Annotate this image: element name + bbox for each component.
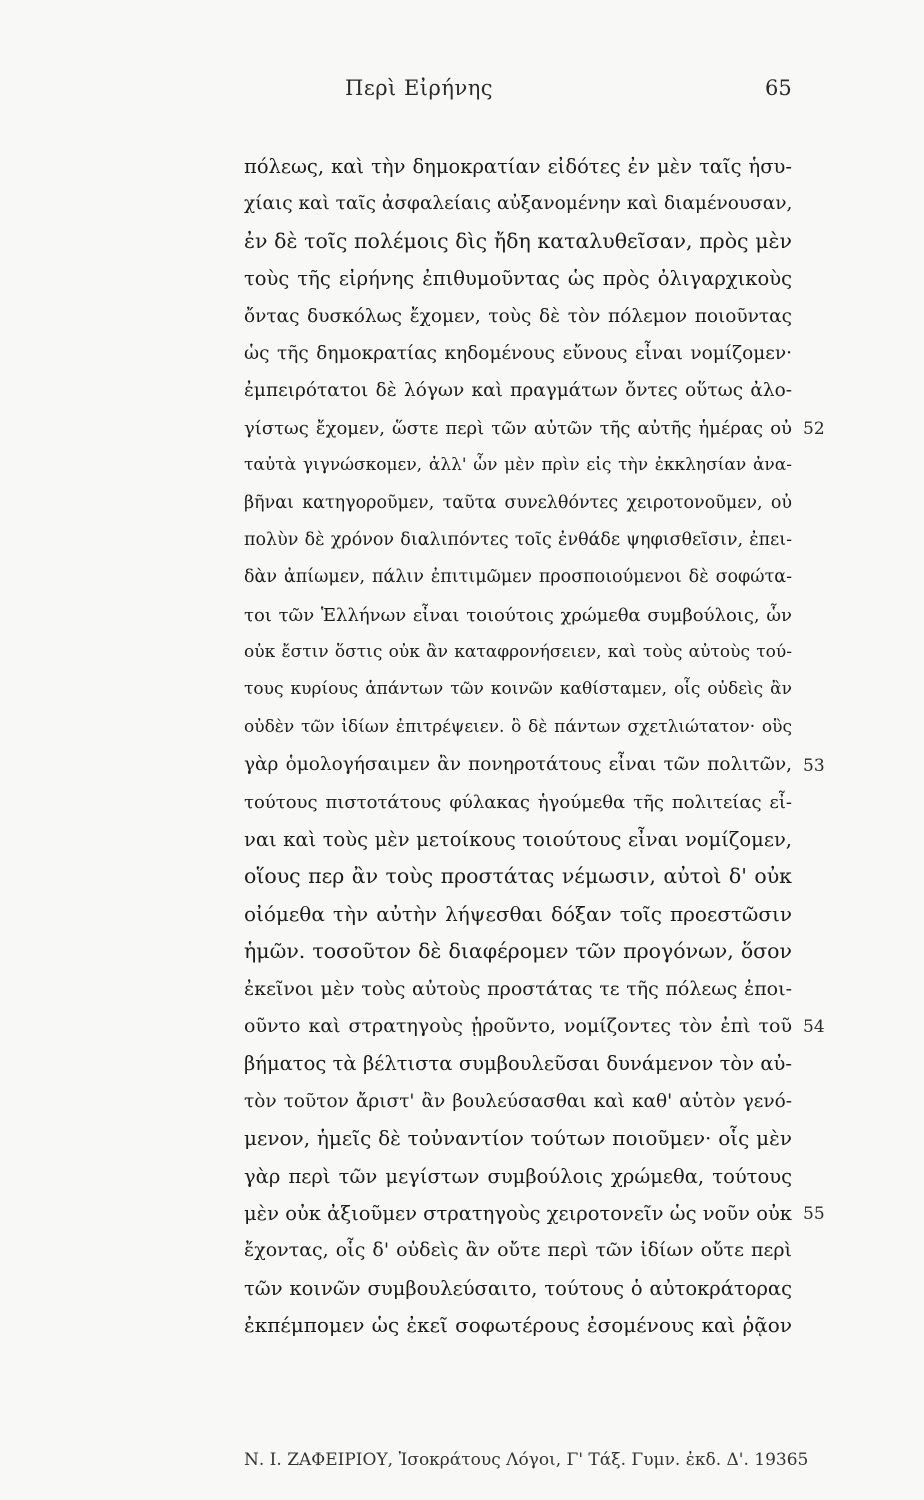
text-line: οῦντο καὶ στρατηγοὺς ᾑροῦντο, νομίζοντες τὸν ἐπὶ τοῦ	[244, 1014, 792, 1037]
text-line: μενον, ἡμεῖς δὲ τοὐναντίον τούτων ποιοῦμεν· οἷς μὲν	[244, 1126, 792, 1151]
page-number: 65	[765, 76, 792, 100]
body-text	[244, 148, 792, 1345]
section-number-53: 53	[803, 756, 825, 776]
section-number-54: 54	[803, 1017, 825, 1037]
text-line: γὰρ περὶ τῶν μεγίστων συμβούλοις χρώμεθα, τούτους	[244, 1164, 792, 1188]
text-line: οἰόμεθα τὴν αὐτὴν λήψεσθαι δόξαν τοῖς προεστῶσιν	[244, 901, 792, 926]
footer-citation: Ν. Ι. ΖΑΦΕΙΡΙΟΥ, Ἰσοκράτους Λόγοι, Γ' Τάξ. Γυμν. ἐκδ. Δ'. 1936	[244, 1450, 798, 1470]
text-line: ὡς τῆς δημοκρατίας κηδομένους εὔνους εἶναι νομίζομεν·	[244, 342, 792, 364]
text-line: ἔχοντας, οἷς δ' οὐδεὶς ἂν οὔτε περὶ τῶν ἰδίων οὔτε περὶ	[244, 1239, 792, 1262]
text-line: γίστως ἔχομεν, ὥστε περὶ τῶν αὐτῶν τῆς αὐτῆς ἡμέρας οὐ	[244, 417, 792, 439]
text-line: ἐκεῖνοι μὲν τοὺς αὐτοὺς προστάτας τε τῆς πόλεως ἐποι-	[244, 977, 792, 1000]
text-line: τοι τῶν Ἑλλήνων εἶναι τοιούτοις χρώμεθα συμβούλοις, ὧν	[244, 604, 792, 626]
text-line: τους κυρίους ἁπάντων τῶν κοινῶν καθίσταμεν, οἷς οὐδεὶς ἂν	[244, 679, 792, 700]
text-line: τοὺς τῆς εἰρήνης ἐπιθυμοῦντας ὡς πρὸς ὀλιγαρχικοὺς	[244, 267, 792, 291]
text-line: ἐμπειρότατοι δὲ λόγων καὶ πραγμάτων ὄντες οὕτως ἀλο-	[244, 380, 792, 402]
text-line: ἡμῶν. τοσοῦτον δὲ διαφέρομεν τῶν προγόνων, ὅσον	[244, 939, 792, 964]
footer-signature-mark: 5	[797, 1450, 809, 1470]
section-number-55: 55	[803, 1204, 825, 1224]
text-line: γὰρ ὁμολογήσαιμεν ἂν πονηροτάτους εἶναι τῶν πολιτῶν,	[244, 754, 792, 776]
text-line: τὸν τοῦτον ἄριστ' ἂν βουλεύσασθαι καὶ καθ' αὑτὸν γενό-	[244, 1090, 792, 1112]
text-line: πολὺν δὲ χρόνον διαλιπόντες τοῖς ἐνθάδε ψηφισθεῖσιν, ἐπει-	[244, 529, 792, 550]
text-line: ὄντας δυσκόλως ἔχομεν, τοὺς δὲ τὸν πόλεμον ποιοῦντας	[244, 305, 792, 327]
text-line: ἐν δὲ τοῖς πολέμοις δὶς ἤδη καταλυθεῖσαν, πρὸς μὲν	[244, 228, 792, 253]
text-line: τούτους πιστοτάτους φύλακας ἡγούμεθα τῆς πολιτείας εἶ-	[244, 791, 792, 813]
text-line: χίαις καὶ ταῖς ἀσφαλείαις αὐξανομένην καὶ διαμένουσαν,	[244, 193, 793, 215]
page-footer	[244, 1450, 809, 1470]
text-line: βῆναι κατηγοροῦμεν, ταῦτα συνελθόντες χειροτονοῦμεν, οὐ	[244, 492, 792, 513]
text-line: μὲν οὐκ ἀξιοῦμεν στρατηγοὺς χειροτονεῖν ὡς νοῦν οὐκ	[244, 1201, 792, 1225]
text-line: οὐκ ἔστιν ὅστις οὐκ ἂν καταφρονήσειεν, καὶ τοὺς αὐτοὺς τού-	[244, 642, 792, 663]
text-line: πόλεως, καὶ τὴν δημοκρατίαν εἰδότες ἐν μὲν ταῖς ἡσυ-	[244, 155, 792, 178]
text-line: ταὐτὰ γιγνώσκομεν, ἀλλ' ὧν μὲν πρὶν εἰς τὴν ἐκκλησίαν ἀνα-	[244, 455, 792, 476]
text-line: ἐκπέμπομεν ὡς ἐκεῖ σοφωτέρους ἐσομένους καὶ ῥᾷον	[244, 1313, 792, 1338]
text-line: δὰν ἀπίωμεν, πάλιν ἐπιτιμῶμεν προσποιούμενοι δὲ σοφώτα-	[244, 567, 792, 588]
text-line: βήματος τὰ βέλτιστα συμβουλεῦσαι δυνάμενον τὸν αὐ-	[244, 1052, 792, 1076]
text-line: οὐδὲν τῶν ἰδίων ἐπιτρέψειεν. ὃ δὲ πάντων σχετλιώτατον· οὓς	[244, 716, 792, 737]
running-title: Περὶ Εἰρήνης	[345, 76, 494, 100]
text-line: ναι καὶ τοὺς μὲν μετοίκους τοιούτους εἶναι νομίζομεν,	[244, 828, 792, 852]
section-number-52: 52	[803, 419, 825, 439]
text-line: τῶν κοινῶν συμβουλεύσαιτο, τούτους ὁ αὐτοκράτορας	[244, 1276, 792, 1300]
text-line: οἵους περ ἂν τοὺς προστάτας νέμωσιν, αὐτοὶ δ' οὐκ	[244, 864, 792, 889]
